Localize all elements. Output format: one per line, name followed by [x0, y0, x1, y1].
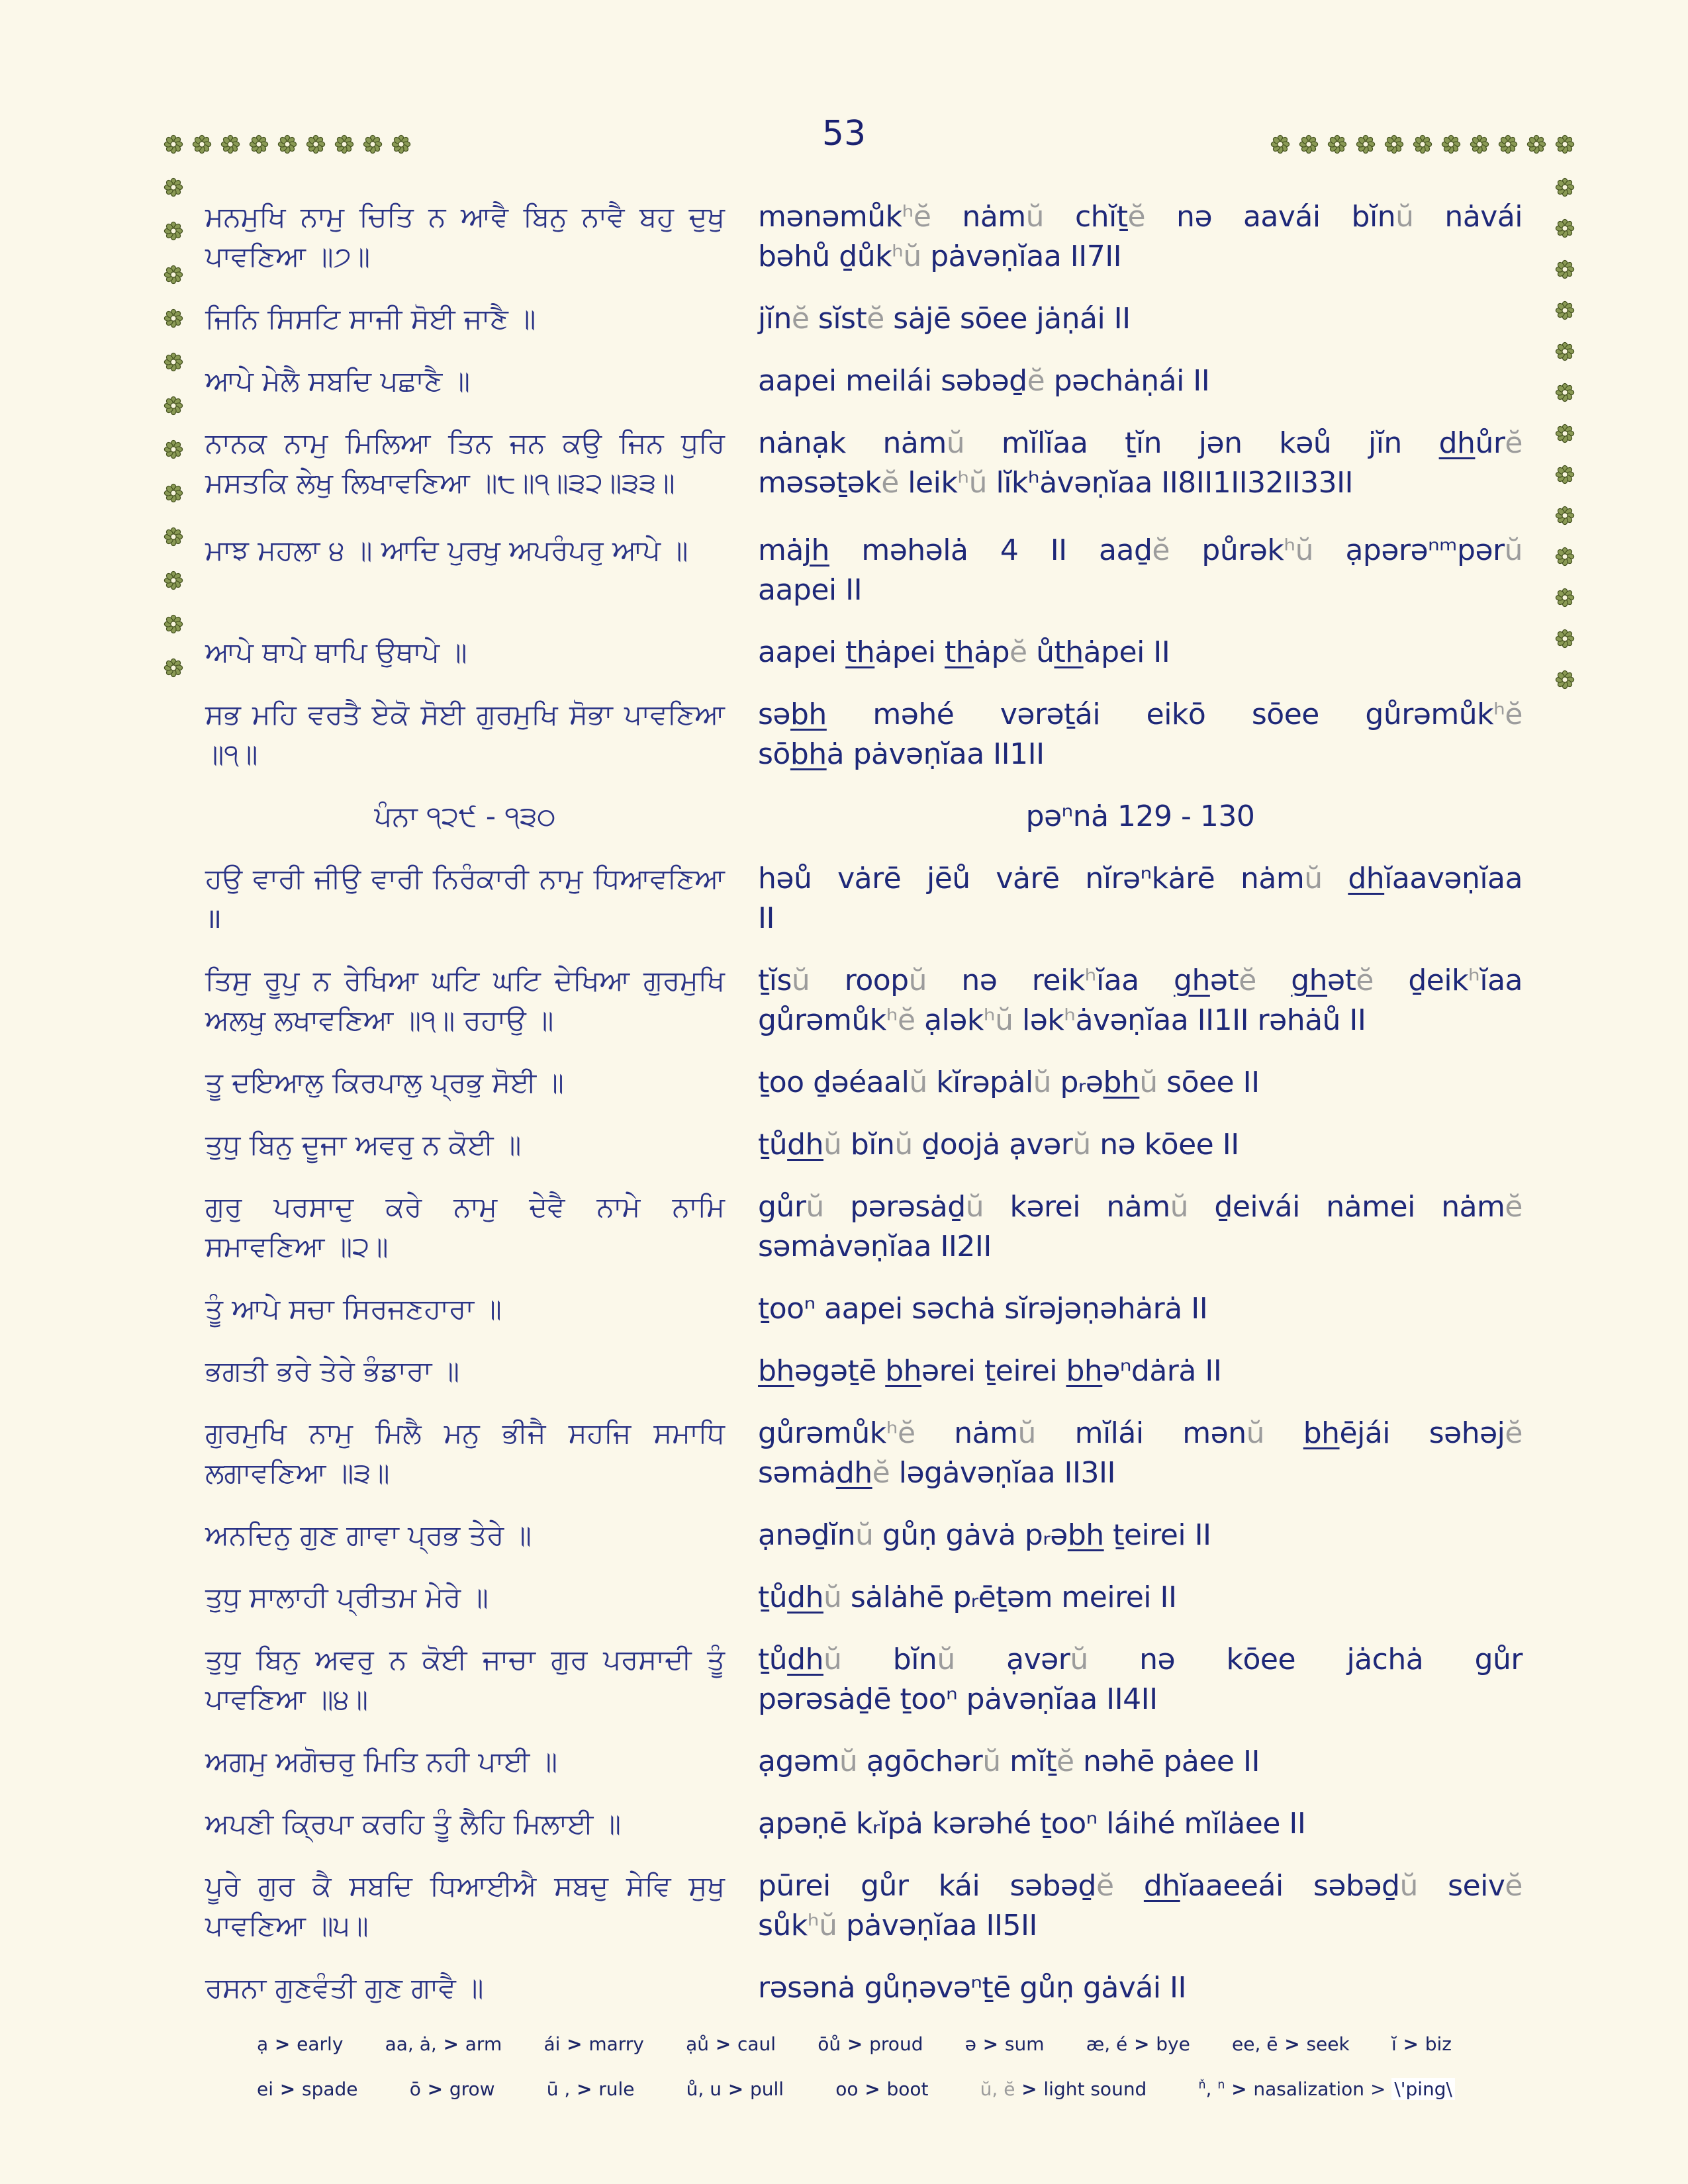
page-ref-row	[205, 797, 1523, 837]
legend-description: proud	[869, 2033, 923, 2055]
flower-ornament-icon	[1555, 506, 1575, 525]
legend-key: ŭ, ĕ	[980, 2078, 1015, 2100]
translit-line: mənəmůkʰĕ nȧmŭ chĭṯĕ nə aavái bĭnŭ nȧvái	[758, 200, 1523, 234]
legend-item: ạů > caul	[686, 2033, 776, 2055]
flower-ornament-icon	[1555, 424, 1575, 443]
translit-line: gůrəmůkʰĕ nȧmŭ mĭlái mənŭ bhējái səhəjĕ	[758, 1416, 1523, 1450]
gurmukhi-column	[205, 299, 725, 339]
legend-item: oo > boot	[835, 2078, 929, 2100]
gurmukhi-column	[205, 424, 725, 503]
verse-row	[205, 695, 1523, 774]
flower-ornament-icon	[1327, 134, 1347, 154]
transliteration-column	[758, 299, 1523, 339]
flower-ornament-icon	[192, 134, 212, 154]
gurmukhi-line: ਮਨਮੁਖਿ ਨਾਮੁ ਚਿਤਿ ਨ ਆਵੈ ਬਿਨੁ ਨਾਵੈ ਬਹੁ ਦੁਖੁ	[205, 201, 725, 233]
gurmukhi-column	[205, 1866, 725, 1946]
legend-item: ái > marry	[543, 2033, 644, 2055]
translit-line: səbh məhé vərəṯái eikō sōee gůrəmůkʰĕ	[758, 698, 1523, 731]
flower-ornament-icon	[1555, 218, 1575, 238]
flower-ornament-icon	[164, 134, 183, 154]
flower-ornament-icon	[1555, 383, 1575, 402]
gurmukhi-line: ਜਿਨਿ ਸਿਸਟਿ ਸਾਜੀ ਸੋਈ ਜਾਣੈ ॥	[205, 302, 536, 335]
verse-row	[205, 424, 1523, 503]
transliteration-column	[758, 1516, 1523, 1555]
legend-description: rule	[598, 2078, 635, 2100]
translit-line: pūrei gůr kái səbəḏĕ dhĭaaeeái səbəḏŭ seivĕ	[758, 1869, 1523, 1903]
legend-item: ū , > rule	[546, 2078, 635, 2100]
gurmukhi-column	[205, 361, 725, 401]
gurmukhi-line: ਤਿਸੁ ਰੂਪੁ ਨ ਰੇਖਿਆ ਘਟਿ ਘਟਿ ਦੇਖਿਆ ਗੁਰਮੁਖਿ	[205, 964, 725, 997]
flower-ornament-icon	[1555, 134, 1575, 154]
legend-description: arm	[465, 2033, 502, 2055]
legend-description: grow	[449, 2078, 495, 2100]
legend-item: ĭ > biz	[1391, 2033, 1452, 2055]
gurmukhi-page-ref: ਪੰਨਾ ੧੨੯ - ੧੩੦	[374, 800, 556, 833]
flower-ornament-icon	[1555, 588, 1575, 608]
flower-ornament-icon	[1526, 134, 1546, 154]
legend-item: ō > grow	[409, 2078, 495, 2100]
verse-row	[205, 1742, 1523, 1782]
transliteration-column	[758, 961, 1523, 1040]
gurmukhi-line: ਸਮਾਵਣਿਆ ॥੨॥	[205, 1230, 389, 1263]
flower-ornament-icon	[164, 265, 183, 285]
flower-ornament-icon	[164, 396, 183, 416]
gurmukhi-line: ਗੁਰੁ ਪਰਸਾਦੁ ਕਰੇ ਨਾਮੁ ਦੇਵੈ ਨਾਮੇ ਨਾਮਿ	[205, 1191, 725, 1223]
verse-row	[205, 1063, 1523, 1103]
verse-row	[205, 531, 1523, 610]
gurmukhi-line: ਆਪੇ ਮੇਲੈ ਸਬਦਿ ਪਛਾਣੈ ॥	[205, 365, 471, 397]
verse-row	[205, 299, 1523, 339]
gurmukhi-line: ਅਪਣੀ ਕ੍ਰਿਪਾ ਕਰਹਿ ਤੂੰ ਲੈਹਿ ਮਿਲਾਈ ॥	[205, 1807, 622, 1840]
gurmukhi-line: ਲਗਾਵਣਿਆ ॥੩॥	[205, 1457, 390, 1489]
transliteration-column	[758, 859, 1523, 938]
verse-row	[205, 1187, 1523, 1267]
translit-line: bəhů ḏůkʰŭ pȧvəṇĭaa II7II	[758, 240, 1122, 273]
gurmukhi-line: ਤੂੰ ਆਪੇ ਸਚਾ ਸਿਰਜਣਹਾਰਾ ॥	[205, 1293, 502, 1325]
gurmukhi-line: ਗੁਰਮੁਖਿ ਨਾਮੁ ਮਿਲੈ ਮਨੁ ਭੀਜੈ ਸਹਜਿ ਸਮਾਧਿ	[205, 1417, 725, 1449]
flower-ornament-icon	[306, 134, 326, 154]
pronunciation-legend-row-1	[257, 2033, 1452, 2055]
legend-key: æ, é	[1086, 2033, 1128, 2055]
flower-ornament-icon	[1441, 134, 1461, 154]
legend-item: ei > spade	[257, 2078, 358, 2100]
gurmukhi-line: ਮਸਤਕਿ ਲੇਖੁ ਲਿਖਾਵਣਿਆ ॥੮॥੧॥੩੨॥੩੩॥	[205, 467, 675, 499]
transliteration-column	[758, 197, 1523, 277]
flower-ornament-icon	[1555, 670, 1575, 690]
translit-line: II	[758, 901, 774, 935]
translit-line: ṯůdhŭ bĭnŭ ạvərŭ nə kōee jȧchȧ gůr	[758, 1643, 1523, 1676]
legend-key: ə	[964, 2033, 976, 2055]
legend-item: ee, ē > seek	[1232, 2033, 1350, 2055]
gurmukhi-column	[205, 1063, 725, 1103]
legend-description: marry	[588, 2033, 644, 2055]
gurmukhi-line: ਪੂਰੇ ਗੁਰ ਕੈ ਸਬਦਿ ਧਿਆਈਐ ਸਬਦੁ ਸੇਵਿ ਸੁਖੁ	[205, 1870, 725, 1902]
translit-line: sōbhȧ pȧvəṇĭaa II1II	[758, 737, 1045, 771]
flower-ornament-icon	[164, 527, 183, 547]
legend-key: ei	[257, 2078, 274, 2100]
translit-line: ạnəḏĭnŭ gůṇ gȧvȧ pᵣəbh ṯeirei II	[758, 1518, 1211, 1552]
gurmukhi-line: ॥	[205, 902, 222, 934]
flower-ornament-icon	[164, 221, 183, 241]
verse-row	[205, 197, 1523, 277]
flower-ornament-icon	[164, 308, 183, 328]
verse-row	[205, 1125, 1523, 1165]
flower-ornament-icon	[1555, 629, 1575, 649]
legend-description: nasalization > \'ping\	[1253, 2078, 1455, 2100]
translit-line: ṯůdhŭ bĭnŭ ḏoojȧ ạvərŭ nə kōee II	[758, 1128, 1239, 1161]
translit-line: ṯoo ḏəéaalŭ kĭrəpȧlŭ pᵣəbhŭ sōee II	[758, 1066, 1260, 1099]
verse-row	[205, 1866, 1523, 1946]
verse-row	[205, 1578, 1523, 1617]
gurmukhi-column	[205, 859, 725, 938]
translit-line: pərəsȧḏē ṯooⁿ pȧvəṇĭaa II4II	[758, 1682, 1158, 1716]
translit-line: aapei meilái səbəḏĕ pəchȧṇái II	[758, 364, 1210, 398]
gurmukhi-column	[205, 961, 725, 1040]
flower-ornament-icon	[277, 134, 297, 154]
legend-key: aa, ȧ,	[385, 2033, 437, 2055]
verse-row	[205, 1640, 1523, 1719]
page-number: 53	[821, 114, 867, 154]
transliteration-column	[758, 424, 1523, 503]
legend-item: $^ň$, $^n$ > nasalization > \'ping\	[1199, 2078, 1455, 2100]
verse-row	[205, 1351, 1523, 1391]
transliteration-column	[758, 1578, 1523, 1617]
flower-ornament-icon	[1299, 134, 1319, 154]
flower-ornament-icon	[1384, 134, 1404, 154]
transliteration-column	[758, 633, 1523, 672]
transliteration-column	[758, 1125, 1523, 1165]
flower-ornament-icon	[1555, 300, 1575, 320]
flower-ornament-icon	[1356, 134, 1376, 154]
gurmukhi-column	[205, 197, 725, 277]
transliteration-column	[758, 797, 1523, 837]
flower-ornament-icon	[164, 352, 183, 372]
translit-line: sůkʰŭ pȧvəṇĭaa II5II	[758, 1909, 1037, 1942]
gurmukhi-line: ਪਾਵਣਿਆ ॥੫॥	[205, 1909, 369, 1942]
gurmukhi-line: ਰਸਨਾ ਗੁਣਵੰਤੀ ਗੁਣ ਗਾਵੈ ॥	[205, 1972, 484, 2004]
translit-line: jĭnĕ sĭstĕ sȧjē sōee jȧṇái II	[758, 302, 1131, 336]
transliteration-column	[758, 695, 1523, 774]
legend-description: seek	[1306, 2033, 1350, 2055]
gurmukhi-line: ਮਾਝ ਮਹਲਾ ੪ ॥ ਆਦਿ ਪੁਰਖੁ ਅਪਰੰਪਰੁ ਆਪੇ ॥	[205, 534, 688, 567]
transliteration-column	[758, 1063, 1523, 1103]
legend-key: ái	[543, 2033, 561, 2055]
gurmukhi-line: ਨਾਨਕ ਨਾਮੁ ਮਿਲਿਆ ਤਿਨ ਜਨ ਕਉ ਜਿਨ ਧੁਰਿ	[205, 427, 725, 459]
flower-ornament-icon	[1498, 134, 1518, 154]
flower-ornament-icon	[1470, 134, 1489, 154]
flower-ornament-icon	[249, 134, 269, 154]
legend-description: bye	[1156, 2033, 1190, 2055]
verse-row	[205, 859, 1523, 938]
gurmukhi-line: ਅਨਦਿਨੁ ਗੁਣ ਗਾਵਾ ਪ੍ਰਭ ਤੇਰੇ ॥	[205, 1519, 532, 1551]
legend-key: $^ň$, $^n$	[1198, 2078, 1225, 2100]
legend-description: pull	[749, 2078, 784, 2100]
flower-ornament-icon	[164, 658, 183, 678]
gurmukhi-column	[205, 1516, 725, 1555]
flower-ornament-icon	[1270, 134, 1290, 154]
pronunciation-legend-row-2	[257, 2078, 1455, 2100]
legend-description: early	[297, 2033, 344, 2055]
gurmukhi-line: ਤੁਧੁ ਬਿਨੁ ਦੂਜਾ ਅਵਰੁ ਨ ਕੋਈ ॥	[205, 1128, 522, 1161]
gurmukhi-line: ਅਲਖੁ ਲਖਾਵਣਿਆ ॥੧॥ ਰਹਾਉ ॥	[205, 1004, 554, 1036]
legend-item: ŭ, ĕ > light sound	[980, 2078, 1147, 2100]
legend-item: ōů > proud	[818, 2033, 923, 2055]
legend-key: ạ	[257, 2033, 269, 2055]
flower-ornament-icon	[164, 570, 183, 590]
gurmukhi-line: ਤੁਧੁ ਬਿਨੁ ਅਵਰੁ ਨ ਕੋਈ ਜਾਚਾ ਗੁਰ ਪਰਸਾਦੀ ਤੂੰ	[205, 1643, 725, 1676]
gurmukhi-line: ਤੁਧੁ ਸਾਲਾਹੀ ਪ੍ਰੀਤਮ ਮੇਰੇ ॥	[205, 1581, 489, 1614]
verse-row	[205, 361, 1523, 401]
gurmukhi-column	[205, 695, 725, 774]
gurmukhi-column	[205, 1968, 725, 2008]
flower-ornament-icon	[1555, 465, 1575, 484]
flower-ornament-icon	[164, 614, 183, 634]
gurmukhi-column	[205, 1804, 725, 1844]
transliteration-column	[758, 1289, 1523, 1329]
translit-line: səmȧvəṇĭaa II2II	[758, 1230, 992, 1263]
translit-line: məsəṯəkĕ leikʰŭ lĭkʰȧvəṇĭaa II8II1II32II33II	[758, 466, 1354, 500]
transliteration-column	[758, 361, 1523, 401]
transliteration-column	[758, 1742, 1523, 1782]
gurmukhi-column	[205, 531, 725, 570]
flower-ornament-icon	[363, 134, 383, 154]
legend-key: ū ,	[546, 2078, 571, 2100]
transliteration-column	[758, 1804, 1523, 1844]
legend-key: ů, u	[686, 2078, 722, 2100]
gurmukhi-column	[205, 1351, 725, 1391]
legend-key: ạů	[686, 2033, 710, 2055]
translit-line: ṯůdhŭ sȧlȧhē pᵣēṯəm meirei II	[758, 1580, 1177, 1614]
translit-line: səmȧdhĕ ləgȧvəṇĭaa II3II	[758, 1456, 1115, 1490]
flower-ornament-icon	[1413, 134, 1432, 154]
transliteration-column	[758, 1640, 1523, 1719]
translit-line: aapei II	[758, 573, 863, 607]
flower-ornament-icon	[1555, 341, 1575, 361]
flower-ornament-icon	[164, 177, 183, 197]
flower-ornament-icon	[1555, 547, 1575, 567]
verse-row	[205, 633, 1523, 672]
flower-ornament-icon	[220, 134, 240, 154]
legend-description: light sound	[1043, 2078, 1147, 2100]
translit-line: bhəgəṯē bhərei ṯeirei bhəⁿdȧrȧ II	[758, 1354, 1222, 1388]
gurmukhi-column	[205, 1125, 725, 1165]
legend-description: spade	[301, 2078, 358, 2100]
translit-line: mȧjh məhəlȧ 4 II aaḏĕ půrəkʰŭ ạpərəⁿᵐpərŭ	[758, 533, 1523, 567]
legend-key: oo	[835, 2078, 859, 2100]
gurmukhi-column	[205, 1742, 725, 1782]
gurmukhi-line: ਪਾਵਣਿਆ ॥੭॥	[205, 240, 371, 273]
verse-row	[205, 1516, 1523, 1555]
gurmukhi-line: ਤੂ ਦਇਆਲੁ ਕਿਰਪਾਲੁ ਪ੍ਰਭੁ ਸੋਈ ॥	[205, 1066, 564, 1099]
gurmukhi-line: ਭਗਤੀ ਭਰੇ ਤੇਰੇ ਭੰਡਾਰਾ ॥	[205, 1355, 460, 1387]
flower-ornament-icon	[1555, 259, 1575, 279]
legend-description: sum	[1004, 2033, 1045, 2055]
gurmukhi-line: ਸਭ ਮਹਿ ਵਰਤੈ ਏਕੋ ਸੋਈ ਗੁਰਮੁਖਿ ਸੋਭਾ ਪਾਵਣਿਆ	[205, 698, 725, 731]
transliteration-column	[758, 531, 1523, 610]
verse-content	[205, 197, 1523, 2030]
translit-line: gůrŭ pərəsȧḏŭ kərei nȧmŭ ḏeivái nȧmei nȧmĕ	[758, 1190, 1523, 1224]
flower-ornament-icon	[164, 439, 183, 459]
gurmukhi-column	[205, 797, 725, 837]
legend-item: æ, é > bye	[1086, 2033, 1190, 2055]
legend-item: aa, ȧ, > arm	[385, 2033, 502, 2055]
verse-row	[205, 1804, 1523, 1844]
transliteration-column	[758, 1187, 1523, 1267]
legend-item: ů, u > pull	[686, 2078, 784, 2100]
transliteration-column	[758, 1414, 1523, 1493]
verse-row	[205, 1289, 1523, 1329]
legend-key: ō	[409, 2078, 421, 2100]
translit-line: həů vȧrē jēů vȧrē nĭrəⁿkȧrē nȧmŭ dhĭaavəṇĭaa	[758, 862, 1523, 895]
gurmukhi-column	[205, 1640, 725, 1719]
legend-item: ạ > early	[257, 2033, 344, 2055]
legend-key: ōů	[818, 2033, 841, 2055]
gurmukhi-line: ਅਗਮੁ ਅਗੋਚਰੁ ਮਿਤਿ ਨਹੀ ਪਾਈ ॥	[205, 1745, 558, 1778]
gurmukhi-line: ॥੧॥	[205, 738, 258, 770]
translit-page-ref: pəⁿnȧ 129 - 130	[1025, 799, 1255, 833]
legend-key: ĭ	[1391, 2033, 1397, 2055]
translit-line: aapei thȧpei thȧpĕ ůthȧpei II	[758, 635, 1170, 669]
legend-description: biz	[1425, 2033, 1452, 2055]
translit-line: ṯooⁿ aapei səchȧ sĭrəjəṇəhȧrȧ II	[758, 1292, 1208, 1326]
flower-ornament-icon	[334, 134, 354, 154]
translit-line: gůrəmůkʰĕ ạləkʰŭ ləkʰȧvəṇĭaa II1II rəhȧů II	[758, 1003, 1366, 1037]
translit-line: ṯĭsŭ roopŭ nə reikʰĭaa ghətĕ ghətĕ ḏeikʰĭaa	[758, 964, 1523, 997]
legend-key: ee, ē	[1232, 2033, 1278, 2055]
verse-row	[205, 961, 1523, 1040]
legend-item: ə > sum	[964, 2033, 1045, 2055]
flower-ornament-icon	[391, 134, 411, 154]
gurmukhi-column	[205, 1187, 725, 1267]
gurmukhi-column	[205, 1578, 725, 1617]
translit-line: ạpəṇē kᵣĭpȧ kərəhé ṯooⁿ láihé mĭlȧee II	[758, 1807, 1306, 1841]
translit-line: nȧnạk nȧmŭ mĭlĭaa ṯĭn jən kəů jĭn dhůrĕ	[758, 426, 1523, 460]
flower-ornament-icon	[1555, 177, 1575, 197]
gurmukhi-column	[205, 633, 725, 672]
verse-row	[205, 1414, 1523, 1493]
translit-line: rəsənȧ gůṇəvəⁿṯē gůṇ gȧvái II	[758, 1971, 1186, 2005]
gurmukhi-line: ਆਪੇ ਥਾਪੇ ਥਾਪਿ ਉਥਾਪੇ ॥	[205, 636, 467, 668]
transliteration-column	[758, 1351, 1523, 1391]
gurmukhi-line: ਪਾਵਣਿਆ ॥੪॥	[205, 1683, 369, 1715]
transliteration-column	[758, 1968, 1523, 2008]
gurmukhi-column	[205, 1289, 725, 1329]
gurmukhi-line: ਹਉ ਵਾਰੀ ਜੀਉ ਵਾਰੀ ਨਿਰੰਕਾਰੀ ਨਾਮੁ ਧਿਆਵਣਿਆ	[205, 862, 725, 895]
translit-line: ạgəmŭ ạgōchərŭ mĭṯĕ nəhē pȧee II	[758, 1745, 1260, 1778]
gurmukhi-column	[205, 1414, 725, 1493]
flower-ornament-icon	[164, 483, 183, 503]
verse-row	[205, 1968, 1523, 2008]
legend-description: caul	[737, 2033, 776, 2055]
transliteration-column	[758, 1866, 1523, 1946]
legend-description: boot	[886, 2078, 929, 2100]
